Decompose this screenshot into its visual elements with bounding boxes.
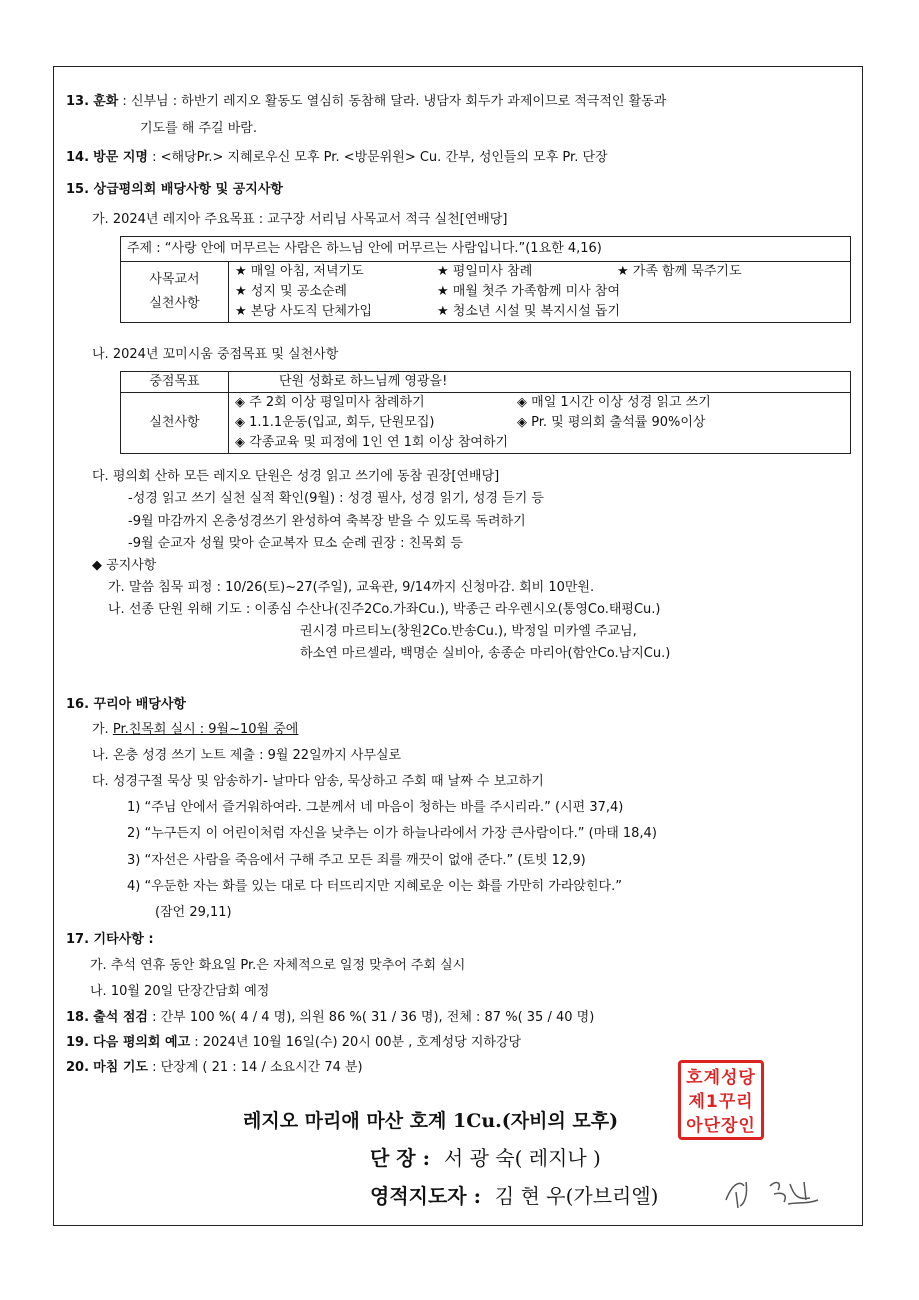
- notice-b-line3: 하소연 마르셀라, 백명순 실비아, 송종순 마리아(함안Co.남지Cu.): [300, 646, 671, 661]
- notice-title: ◆ 공지사항: [92, 558, 157, 573]
- practice-item: ◈ Pr. 및 평의회 출석률 90%이상: [511, 413, 851, 433]
- item-15-a-title: 가. 2024년 레지아 주요목표 : 교구장 서리님 사목교서 적극 실천[연배당]: [92, 212, 508, 227]
- verse-2: 2) “누구든지 이 어린이처럼 자신을 낮추는 이가 하늘나라에서 가장 큰사람이다.” (마태 18,4): [127, 826, 657, 841]
- verse-3: 3) “자선은 사람을 죽음에서 구해 주고 모든 죄를 깨끗이 없애 준다.” (토빗 12,9): [127, 853, 586, 868]
- practice-label-cell: 사목교서 실천사항: [121, 262, 229, 323]
- item-15-c-line: -9월 순교자 성월 맞아 순교복자 묘소 순례 권장 : 친목회 등: [128, 536, 463, 551]
- practice-item: ◈ 1.1.1운동(입교, 회두, 단원모집): [229, 413, 512, 433]
- item-16-a: 가. Pr.친목회 실시 : 9월~10월 중에: [92, 722, 299, 737]
- item-17-a: 가. 추석 연휴 동안 화요일 Pr.은 자체적으로 일정 맞추어 주회 실시: [90, 958, 466, 973]
- red-seal-stamp: 호계성당 제1꾸리 아단장인: [678, 1060, 764, 1140]
- item-15-c-title: 다. 평의회 산하 모든 레지오 단원은 성경 읽고 쓰기에 동참 권장[연배당]: [92, 469, 500, 484]
- item-16-b: 나. 온충 성경 쓰기 노트 제출 : 9월 22일까지 사무실로: [92, 748, 402, 763]
- leader-line: 단 장 : 서 광 숙( 레지나 ): [370, 1146, 601, 1170]
- comitium-goals-table: [120, 371, 851, 454]
- director-line: 영적지도자 : 김 현 우(가브리엘): [370, 1184, 659, 1208]
- practice-item: ★ 매월 첫주 가족함께 미사 참여: [431, 282, 851, 302]
- item-20-closing-prayer: 20. 마침 기도 : 단장계 ( 21 : 14 / 소요시간 74 분): [66, 1060, 363, 1075]
- practice-item: ★ 본당 사도직 단체가입: [229, 302, 432, 323]
- handwritten-signature: [718, 1170, 823, 1210]
- notice-b-line1: 나. 선종 단원 위해 기도 : 이종심 수산나(진주2Co.가좌Cu.), 박종근 라우렌시오(통영Co.태평Cu.): [108, 602, 661, 617]
- item-15-b-title: 나. 2024년 꼬미시움 중점목표 및 실천사항: [92, 347, 339, 362]
- item-18-attendance: 18. 출석 점검 : 간부 100 %( 4 / 4 명), 의원 86 %( 31 / 36 명), 전체 : 87 %( 35 / 40 명): [66, 1010, 595, 1025]
- item-15-c-line: -성경 읽고 쓰기 실천 실적 확인(9월) : 성경 필사, 성경 읽기, 성경 듣기 등: [128, 491, 544, 506]
- item-13-line2: 기도를 해 주길 바람.: [140, 121, 257, 136]
- practice-item: ◈ 매일 1시간 이상 성경 읽고 쓰기: [511, 393, 851, 414]
- item-13-line1: 13. 훈화 : 신부님 : 하반기 레지오 활동도 열심히 동참해 달라. 냉담자 회두가 과제이므로 적극적인 활동과: [66, 94, 667, 109]
- organization-name: 레지오 마리애 마산 호계 1Cu.(자비의 모후): [243, 1110, 619, 1132]
- verse-4: 4) “우둔한 자는 화를 있는 대로 다 터뜨리지만 지혜로운 이는 화를 가만히 가라앉힌다.”: [127, 879, 622, 894]
- verse-4-ref: (잠언 29,11): [155, 905, 232, 920]
- theme-cell: 주제 : “사랑 안에 머무르는 사람은 하느님 안에 머무르는 사람입니다.”(1요한 4,16): [121, 237, 851, 262]
- practice-item: ◈ 주 2회 이상 평일미사 참례하기: [229, 393, 512, 414]
- notice-a: 가. 말씀 침묵 피정 : 10/26(토)~27(주일), 교육관, 9/14까지 신청마감. 회비 10만원.: [108, 580, 595, 595]
- goal-cell: 단원 성화로 하느님께 영광을!: [229, 372, 851, 393]
- practice-item: ★ 청소년 시설 및 복지시설 돕기: [431, 302, 851, 323]
- item-15-heading: 15. 상급평의회 배당사항 및 공지사항: [66, 182, 283, 197]
- practice-item: ★ 가족 함께 묵주기도: [611, 262, 851, 283]
- practice-item: ◈ 각종교육 및 피정에 1인 연 1회 이상 참여하기: [229, 433, 851, 454]
- item-16-c: 다. 성경구절 묵상 및 암송하기- 날마다 암송, 묵상하고 주회 때 날짜 수 보고하기: [92, 774, 544, 789]
- verse-1: 1) “주님 안에서 즐거워하여라. 그분께서 네 마음이 청하는 바를 주시리라.” (시편 37,4): [127, 800, 624, 815]
- item-14: 14. 방문 지명 : <해당Pr.> 지혜로우신 모후 Pr. <방문위원> Cu. 간부, 성인들의 모후 Pr. 단장: [66, 150, 608, 165]
- item-17-b: 나. 10월 20일 단장간담회 예정: [90, 984, 270, 999]
- item-19-next-meeting: 19. 다음 평의회 예고 : 2024년 10월 16일(수) 20시 00분 , 호계성당 지하강당: [66, 1035, 522, 1050]
- practice-item: ★ 매일 아침, 저녁기도: [229, 262, 432, 283]
- item-16-heading: 16. 꾸리아 배당사항: [66, 697, 186, 712]
- practice-item: ★ 성지 및 공소순례: [229, 282, 432, 302]
- notice-b-line2: 권시경 마르티노(창원2Co.반송Cu.), 박정일 미카엘 주교님,: [300, 624, 637, 639]
- item-15-c-line: -9월 마감까지 온충성경쓰기 완성하여 축복장 받을 수 있도록 독려하기: [128, 514, 526, 529]
- item-17-heading: 17. 기타사항 :: [66, 932, 154, 947]
- goal-label-cell: 중점목표: [121, 372, 229, 393]
- practice-item: ★ 평일미사 참례: [431, 262, 611, 283]
- pastoral-goals-table: [120, 236, 851, 323]
- practice-label-cell: 실천사항: [121, 393, 229, 454]
